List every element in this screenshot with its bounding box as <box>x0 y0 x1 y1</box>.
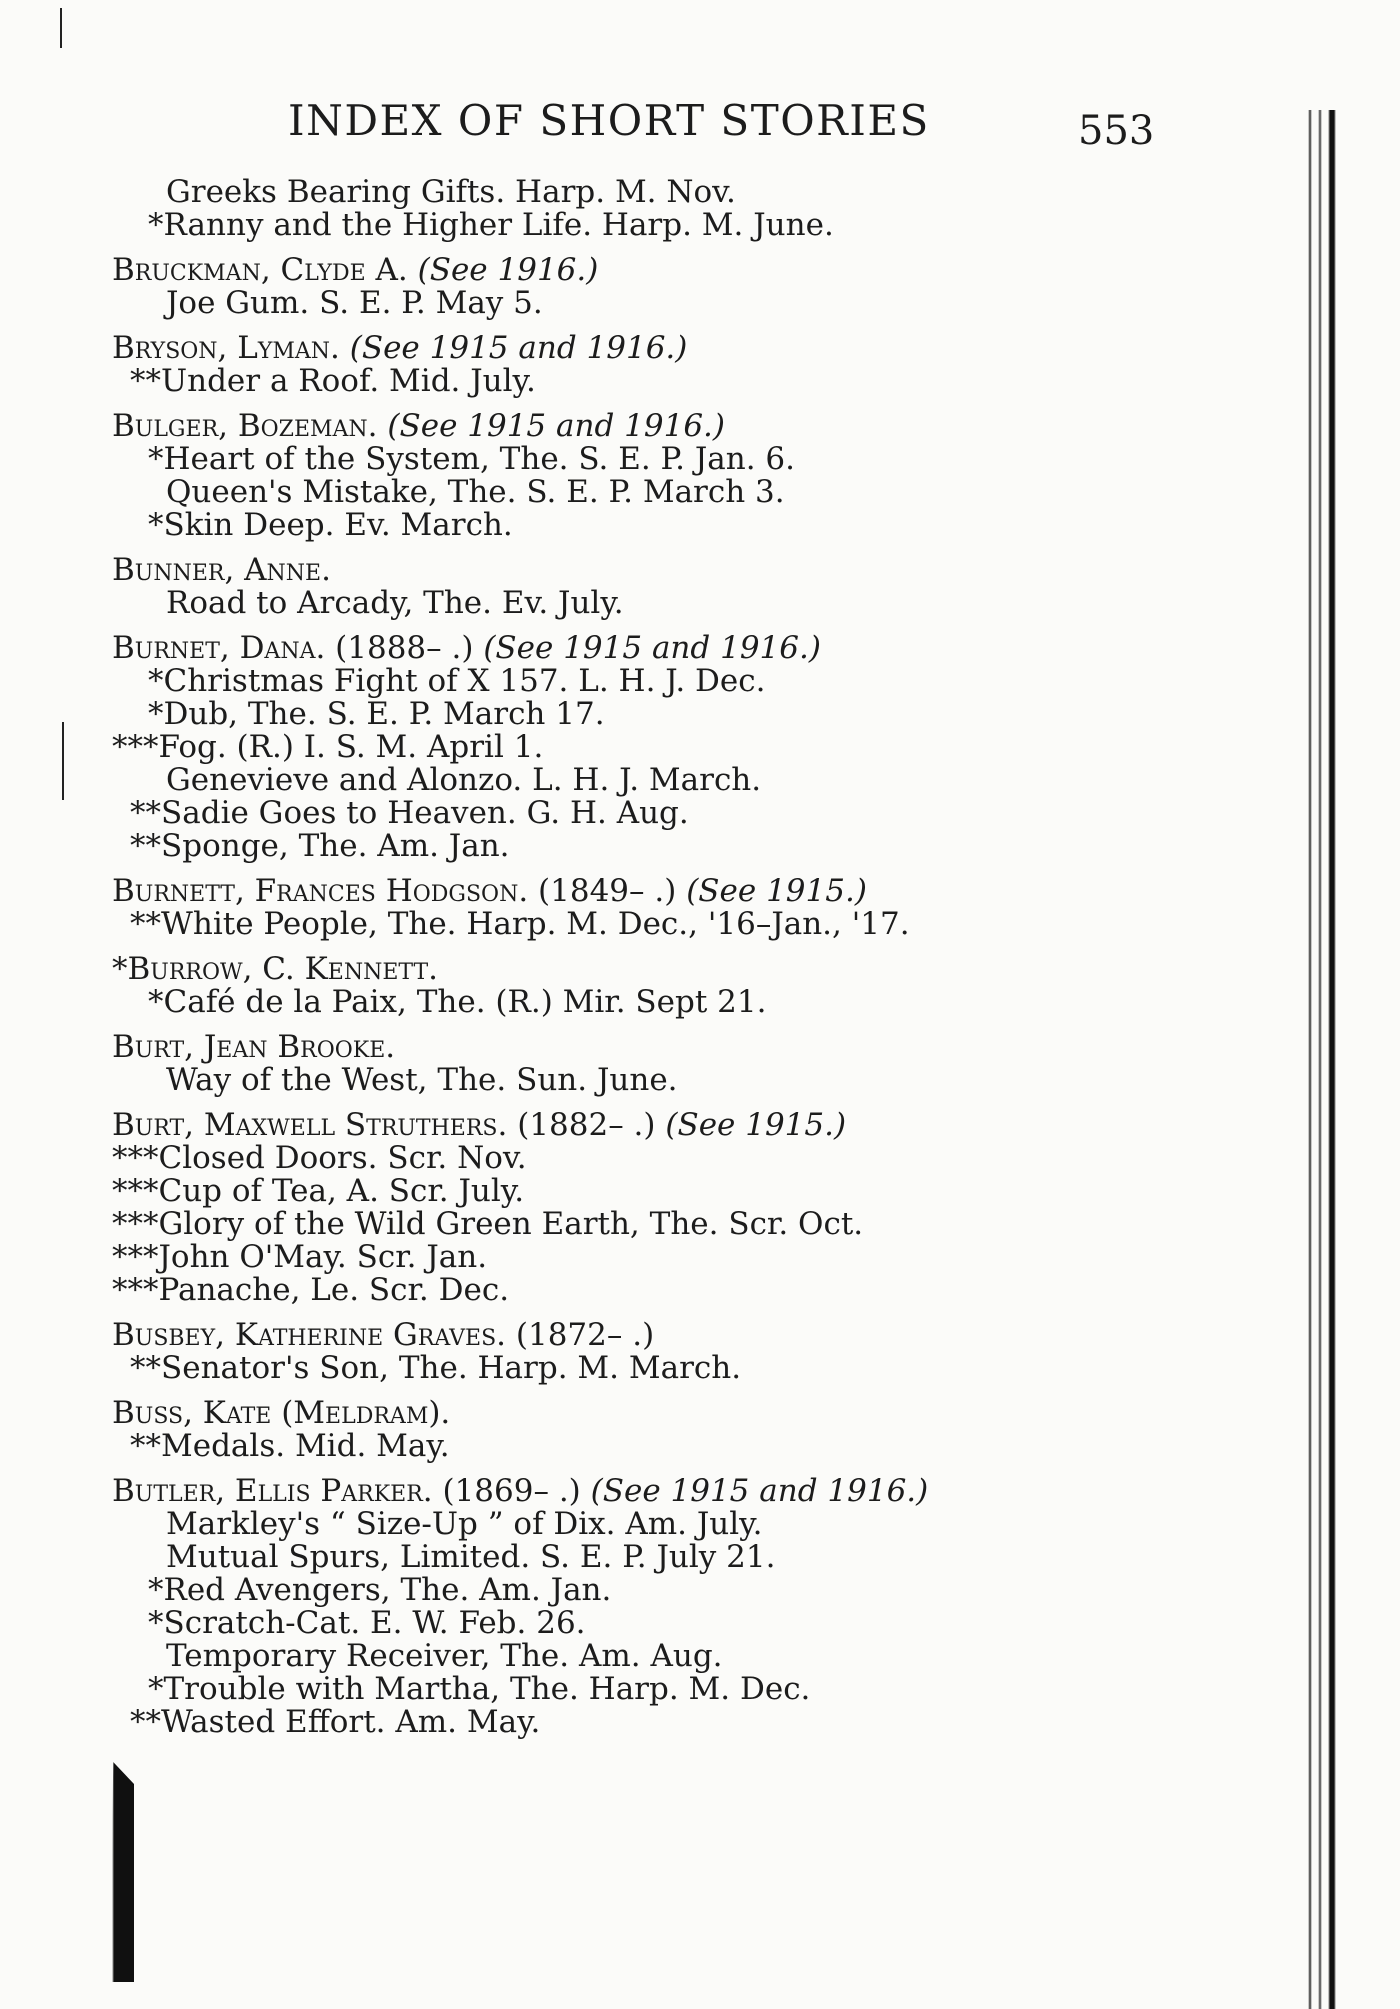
author-name: Burnett, Frances Hodgson. <box>112 873 529 909</box>
rating-stars: *** <box>112 729 159 765</box>
rating-stars: ** <box>130 1704 161 1740</box>
author-heading <box>112 410 1172 443</box>
story-text: Under a Roof. Mid. July. <box>161 363 536 399</box>
story-line <box>112 665 1172 698</box>
story-text: Dub, The. S. E. P. March 17. <box>163 696 605 732</box>
see-reference: (See 1915.) <box>686 873 867 909</box>
story-line <box>112 1508 1172 1541</box>
story-text: Genevieve and Alonzo. L. H. J. March. <box>166 762 762 798</box>
author-name: Bulger, Bozeman. <box>112 408 378 444</box>
story-line <box>112 1142 1172 1175</box>
index-entry <box>112 554 1172 620</box>
author-dates: (1872– .) <box>515 1317 655 1353</box>
author-heading <box>112 1109 1172 1142</box>
author-name: Bunner, Anne. <box>112 552 331 588</box>
story-line <box>112 176 1172 209</box>
scan-shadow <box>82 1762 134 1982</box>
author-name: Buss, Kate (Meldram). <box>112 1395 451 1431</box>
index-entry <box>112 1397 1172 1463</box>
binding-edge <box>1308 110 1338 2009</box>
see-reference: (See 1915 and 1916.) <box>483 630 821 666</box>
author-name: Butler, Ellis Parker. <box>112 1473 433 1509</box>
rating-stars: ** <box>130 1428 161 1464</box>
rating-stars: ** <box>130 828 161 864</box>
index-entry <box>112 875 1172 941</box>
story-line <box>112 209 1172 242</box>
author-name: Bryson, Lyman. <box>112 330 340 366</box>
story-line <box>112 509 1172 542</box>
index-entry <box>112 1109 1172 1307</box>
rating-stars: * <box>148 1671 164 1707</box>
story-text: Senator's Son, The. Harp. M. March. <box>161 1350 742 1386</box>
story-text: Greeks Bearing Gifts. Harp. M. Nov. <box>166 174 736 210</box>
story-line <box>112 287 1172 320</box>
story-text: Christmas Fight of X 157. L. H. J. Dec. <box>163 663 766 699</box>
rating-stars: * <box>148 1572 164 1608</box>
story-text: Cup of Tea, A. Scr. July. <box>158 1173 525 1209</box>
story-text: Heart of the System, The. S. E. P. Jan. 6. <box>163 441 795 477</box>
margin-tick <box>60 8 62 48</box>
rating-stars: * <box>148 984 164 1020</box>
rating-stars: *** <box>112 1239 159 1275</box>
author-name: Busbey, Katherine Graves. <box>112 1317 507 1353</box>
author-heading <box>112 1397 1172 1430</box>
author-name: Burnet, Dana. <box>112 630 326 666</box>
story-text: Markley's “ Size-Up ” of Dix. Am. July. <box>166 1506 763 1542</box>
story-line <box>112 1064 1172 1097</box>
rating-stars: *** <box>112 1140 159 1176</box>
story-text: Fog. (R.) I. S. M. April 1. <box>158 729 544 765</box>
index-entry <box>112 332 1172 398</box>
story-text: Sponge, The. Am. Jan. <box>161 828 510 864</box>
rating-stars: * <box>148 663 164 699</box>
author-dates: (1882– .) <box>517 1107 656 1143</box>
story-line <box>112 1607 1172 1640</box>
see-reference: (See 1915 and 1916.) <box>387 408 725 444</box>
story-line <box>112 797 1172 830</box>
story-line <box>112 1241 1172 1274</box>
index-entry <box>112 1475 1172 1739</box>
author-heading <box>112 254 1172 287</box>
story-text: John O'May. Scr. Jan. <box>158 1239 488 1275</box>
story-line <box>112 1640 1172 1673</box>
author-dates: (1849– .) <box>538 873 677 909</box>
see-reference: (See 1915 and 1916.) <box>349 330 688 366</box>
story-text: Trouble with Martha, The. Harp. M. Dec. <box>163 1671 811 1707</box>
author-heading <box>112 1031 1172 1064</box>
margin-tick <box>62 722 64 800</box>
story-text: Café de la Paix, The. (R.) Mir. Sept 21. <box>163 984 767 1020</box>
index-entry <box>112 176 1172 242</box>
story-text: Temporary Receiver, The. Am. Aug. <box>166 1638 723 1674</box>
story-text: Way of the West, The. Sun. June. <box>166 1062 678 1098</box>
page-header <box>0 96 1400 156</box>
rating-stars: *** <box>112 1173 159 1209</box>
story-line <box>112 1175 1172 1208</box>
rating-stars: ** <box>130 363 161 399</box>
story-line <box>112 908 1172 941</box>
index-entry <box>112 953 1172 1019</box>
story-text: Queen's Mistake, The. S. E. P. March 3. <box>166 474 785 510</box>
index-entry <box>112 632 1172 863</box>
author-heading <box>112 1475 1172 1508</box>
rating-stars: ** <box>130 1350 161 1386</box>
rating-stars: * <box>148 507 164 543</box>
author-heading <box>112 875 1172 908</box>
story-text: White People, The. Harp. M. Dec., '16–Jan., '17. <box>161 906 910 942</box>
index-entry <box>112 1319 1172 1385</box>
story-text: Red Avengers, The. Am. Jan. <box>163 1572 612 1608</box>
story-line <box>112 365 1172 398</box>
author-name: *Burrow, C. Kennett. <box>112 951 439 987</box>
author-name: Bruckman, Clyde A. <box>112 252 408 288</box>
page-number: 553 <box>1078 108 1155 154</box>
story-line <box>112 476 1172 509</box>
story-text: Ranny and the Higher Life. Harp. M. June. <box>163 207 834 243</box>
see-reference: (See 1915.) <box>665 1107 847 1143</box>
rating-stars: ** <box>130 906 161 942</box>
story-text: Mutual Spurs, Limited. S. E. P. July 21. <box>166 1539 776 1575</box>
index-entry <box>112 1031 1172 1097</box>
running-title: INDEX OF SHORT STORIES <box>288 96 930 145</box>
story-text: Skin Deep. Ev. March. <box>163 507 513 543</box>
author-name: Burt, Jean Brooke. <box>112 1029 396 1065</box>
index-entry <box>112 410 1172 542</box>
story-line <box>112 731 1172 764</box>
story-text: Glory of the Wild Green Earth, The. Scr. Oct. <box>158 1206 864 1242</box>
author-heading <box>112 632 1172 665</box>
story-text: Wasted Effort. Am. May. <box>161 1704 541 1740</box>
story-line <box>112 1706 1172 1739</box>
index-entry <box>112 254 1172 320</box>
story-line <box>112 698 1172 731</box>
story-line <box>112 986 1172 1019</box>
see-reference: (See 1916.) <box>417 252 599 288</box>
author-heading <box>112 1319 1172 1352</box>
rating-stars: *** <box>112 1206 159 1242</box>
story-line <box>112 443 1172 476</box>
story-line <box>112 764 1172 797</box>
story-line <box>112 1574 1172 1607</box>
story-text: Road to Arcady, The. Ev. July. <box>166 585 624 621</box>
story-text: Medals. Mid. May. <box>161 1428 450 1464</box>
story-line <box>112 587 1172 620</box>
rating-stars: * <box>148 696 164 732</box>
rating-stars: * <box>148 441 164 477</box>
story-text: Closed Doors. Scr. Nov. <box>158 1140 527 1176</box>
rating-stars: * <box>148 1605 164 1641</box>
story-line <box>112 1541 1172 1574</box>
story-text: Joe Gum. S. E. P. May 5. <box>166 285 543 321</box>
rating-stars: ** <box>130 795 161 831</box>
author-heading <box>112 332 1172 365</box>
rating-stars: *** <box>112 1272 159 1308</box>
story-text: Panache, Le. Scr. Dec. <box>158 1272 510 1308</box>
story-text: Scratch-Cat. E. W. Feb. 26. <box>163 1605 586 1641</box>
story-line <box>112 830 1172 863</box>
rating-stars: * <box>148 207 164 243</box>
author-heading <box>112 953 1172 986</box>
author-name: Burt, Maxwell Struthers. <box>112 1107 508 1143</box>
author-heading <box>112 554 1172 587</box>
story-line <box>112 1274 1172 1307</box>
index-body <box>112 176 1172 1751</box>
story-line <box>112 1430 1172 1463</box>
story-text: Sadie Goes to Heaven. G. H. Aug. <box>161 795 689 831</box>
see-reference: (See 1915 and 1916.) <box>590 1473 929 1509</box>
story-line <box>112 1208 1172 1241</box>
story-line <box>112 1352 1172 1385</box>
author-dates: (1869– .) <box>442 1473 581 1509</box>
author-dates: (1888– .) <box>335 630 474 666</box>
story-line <box>112 1673 1172 1706</box>
